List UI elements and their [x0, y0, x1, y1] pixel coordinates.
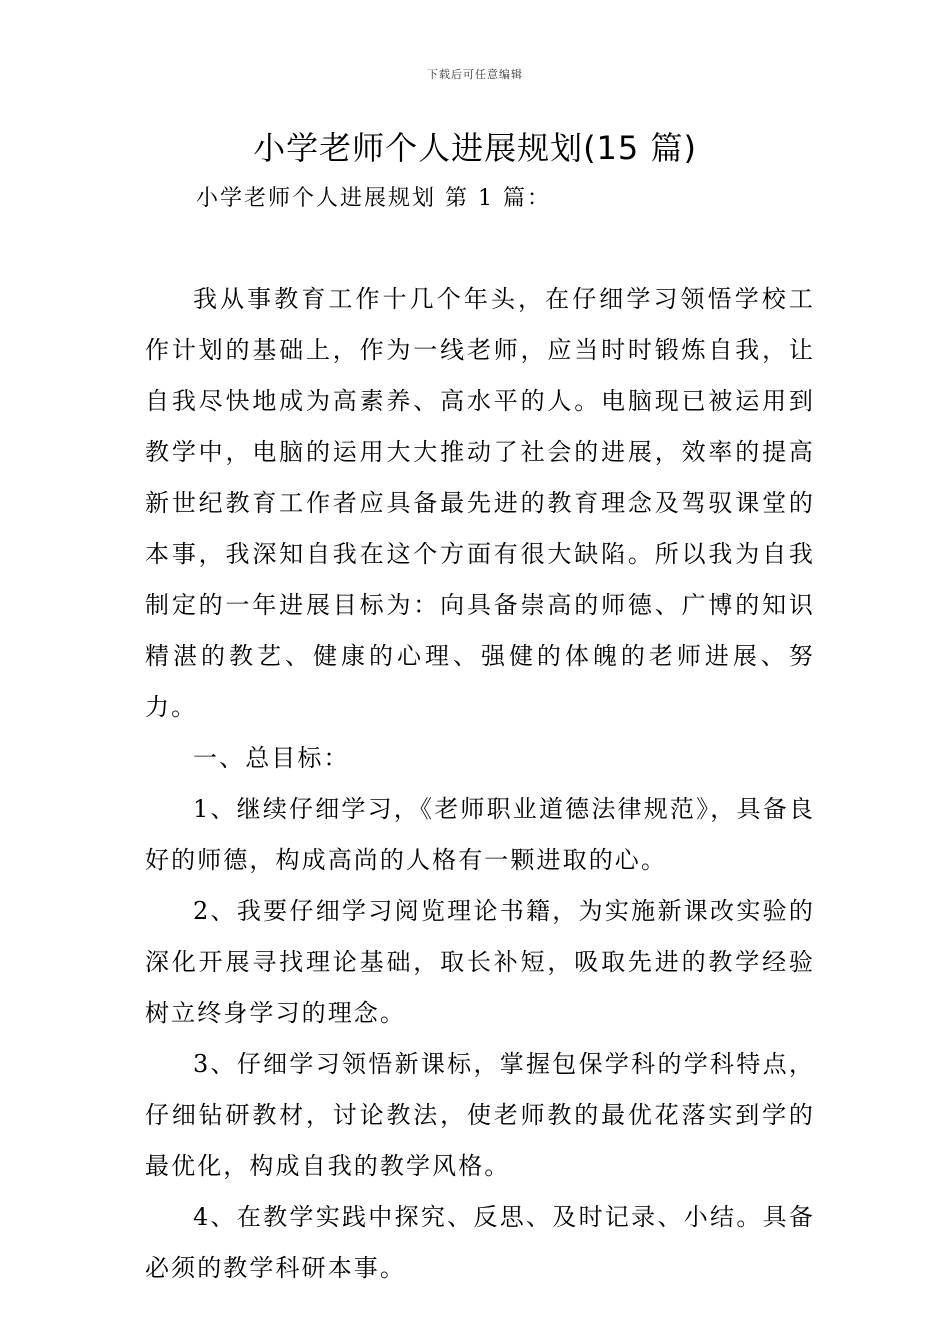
- paragraph-goal-3: 3、仔细学习领悟新课标，掌握包保学科的学科特点，仔细钻研教材，讨论教法，使老师教的最优花落实到学的最优化，构成自我的教学风格。: [145, 1050, 815, 1180]
- paragraph-intro: 我从事教育工作十几个年头，在仔细学习领悟学校工作计划的基础上，作为一线老师，应当时时锻炼自我，让自我尽快地成为高素养、高水平的人。电脑现已被运用到教学中，电脑的运用大大推动了社会的进展，效率的提高新世纪教育工作者应具备最先进的教育理念及驾驭课堂的本事，我深知自我在这个方面有很大缺陷。所以我为自我制定的一年进展目标为：向具备崇高的师德、广博的知识精湛的教艺、健康的心理、强健的体魄的老师进展、努力。: [145, 285, 815, 721]
- paragraph-goal-2: 2、我要仔细学习阅览理论书籍，为实施新课改实验的深化开展寻找理论基础，取长补短，吸取先进的教学经验树立终身学习的理念。: [145, 897, 815, 1027]
- section-subtitle: 小学老师个人进展规划 第 1 篇：: [196, 186, 551, 211]
- paragraph-heading-goals: 一、总目标：: [193, 744, 350, 772]
- paragraph-goal-1: 1、继续仔细学习，《老师职业道德法律规范》，具备良好的师德，构成高尚的人格有一颗进取的心。: [145, 795, 815, 874]
- header-note: 下载后可任意编辑: [427, 68, 523, 81]
- body-text: [145, 274, 815, 1294]
- document-title: 小学老师个人进展规划(15 篇): [253, 129, 697, 167]
- paragraph-goal-4: 4、在教学实践中探究、反思、及时记录、小结。具备必须的教学科研本事。: [145, 1203, 815, 1282]
